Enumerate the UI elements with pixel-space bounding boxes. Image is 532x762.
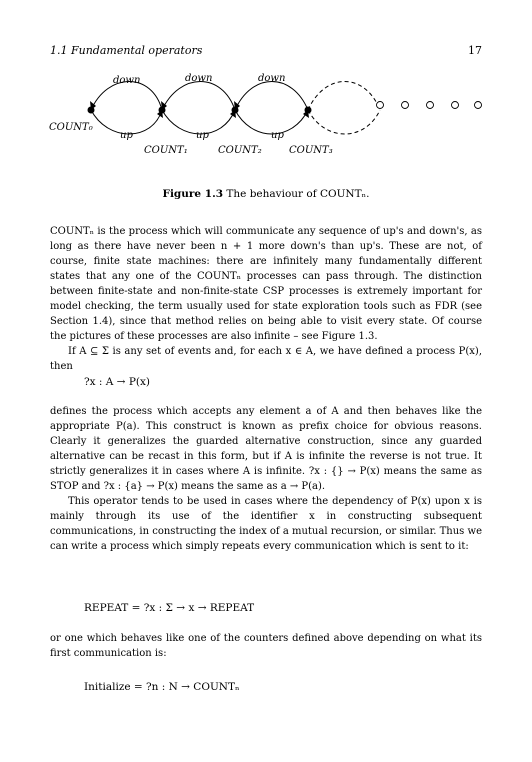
state-node-1 [159, 107, 166, 114]
down-arc-dashed [308, 82, 380, 111]
down-label-2: down [185, 73, 213, 84]
up-label-1: up [120, 130, 133, 141]
body-text-bottom [50, 631, 482, 661]
down-arc-3 [235, 82, 308, 111]
down-arc-2 [162, 82, 235, 111]
paragraph-5: or one which behaves like one of the counters defined above depending on what its first communication is: [50, 633, 482, 659]
up-arc-dashed [308, 110, 380, 134]
caption-label: Figure 1.3 [162, 188, 224, 200]
body-text-top [50, 224, 482, 374]
ellipsis-node-1 [377, 102, 384, 109]
section-title: 1.1 Fundamental operators [50, 44, 203, 57]
page-number: 17 [468, 44, 482, 57]
body-text-middle [50, 404, 482, 554]
node-label-3: COUNT₃ [289, 145, 333, 156]
state-node-2 [232, 107, 239, 114]
state-node-3 [305, 107, 312, 114]
paragraph-3: defines the process which accepts any element a of A and then behaves like the appropriate P(a). This construct is known as prefix choice for obvious reasons. Clearly it generalizes the guarded alternative construction, since any guarded alternative can be recast in this form, but if A is infinite the reverse is not true. It strictly generalizes it in cases where A is infinite. ?x : {} → P(x) means the same as STOP and ?x : {a} → P(x) means the same as a → P(a). [50, 406, 482, 492]
paragraph-1: COUNTₙ is the process which will communicate any sequence of up's and down's, as long as there have never been n + 1 more down's than up's. These are not, of course, finite state machines: there are infinitely many fundamentally different states that any one of the COUNTₙ processes can pass through. The distinction between finite-state and non-finite-state CSP processes is extremely important for model checking, the term usually used for state exploration tools such as FDR (see Section 1.4), since that method relies on being able to visit every state. Of course the pictures of these processes are also infinite – see Figure 1.3. [50, 226, 482, 342]
display-formula-2: REPEAT = ?x : Σ → x → REPEAT [84, 602, 255, 614]
display-formula-3: Initialize = ?n : N → COUNTₙ [84, 681, 240, 693]
paragraph-2: If A ⊆ Σ is any set of events and, for each x ∈ A, we have defined a process P(x), then [50, 346, 482, 372]
count-state-diagram [0, 66, 532, 172]
ellipsis-node-5 [475, 102, 482, 109]
up-label-2: up [196, 130, 209, 141]
node-label-0: COUNT₀ [49, 122, 93, 133]
caption-text: The behaviour of COUNTₙ. [226, 188, 370, 200]
state-node-0 [88, 107, 95, 114]
up-label-3: up [271, 130, 284, 141]
running-header [50, 44, 482, 60]
paragraph-4: This operator tends to be used in cases where the dependency of P(x) upon x is mainly through its use of the identifier x in constructing subsequent communications, in constructing the index of a mutual recursion, or similar. Thus we can write a process which simply repeats every communication which is sent to it: [50, 496, 482, 552]
node-label-2: COUNT₂ [218, 145, 262, 156]
ellipsis-node-3 [427, 102, 434, 109]
figure-caption [0, 188, 532, 200]
node-label-1: COUNT₁ [144, 145, 188, 156]
down-label-3: down [258, 73, 286, 84]
display-formula-1: ?x : A → P(x) [84, 376, 150, 388]
ellipsis-node-4 [452, 102, 459, 109]
down-label-1: down [113, 75, 141, 86]
ellipsis-node-2 [402, 102, 409, 109]
